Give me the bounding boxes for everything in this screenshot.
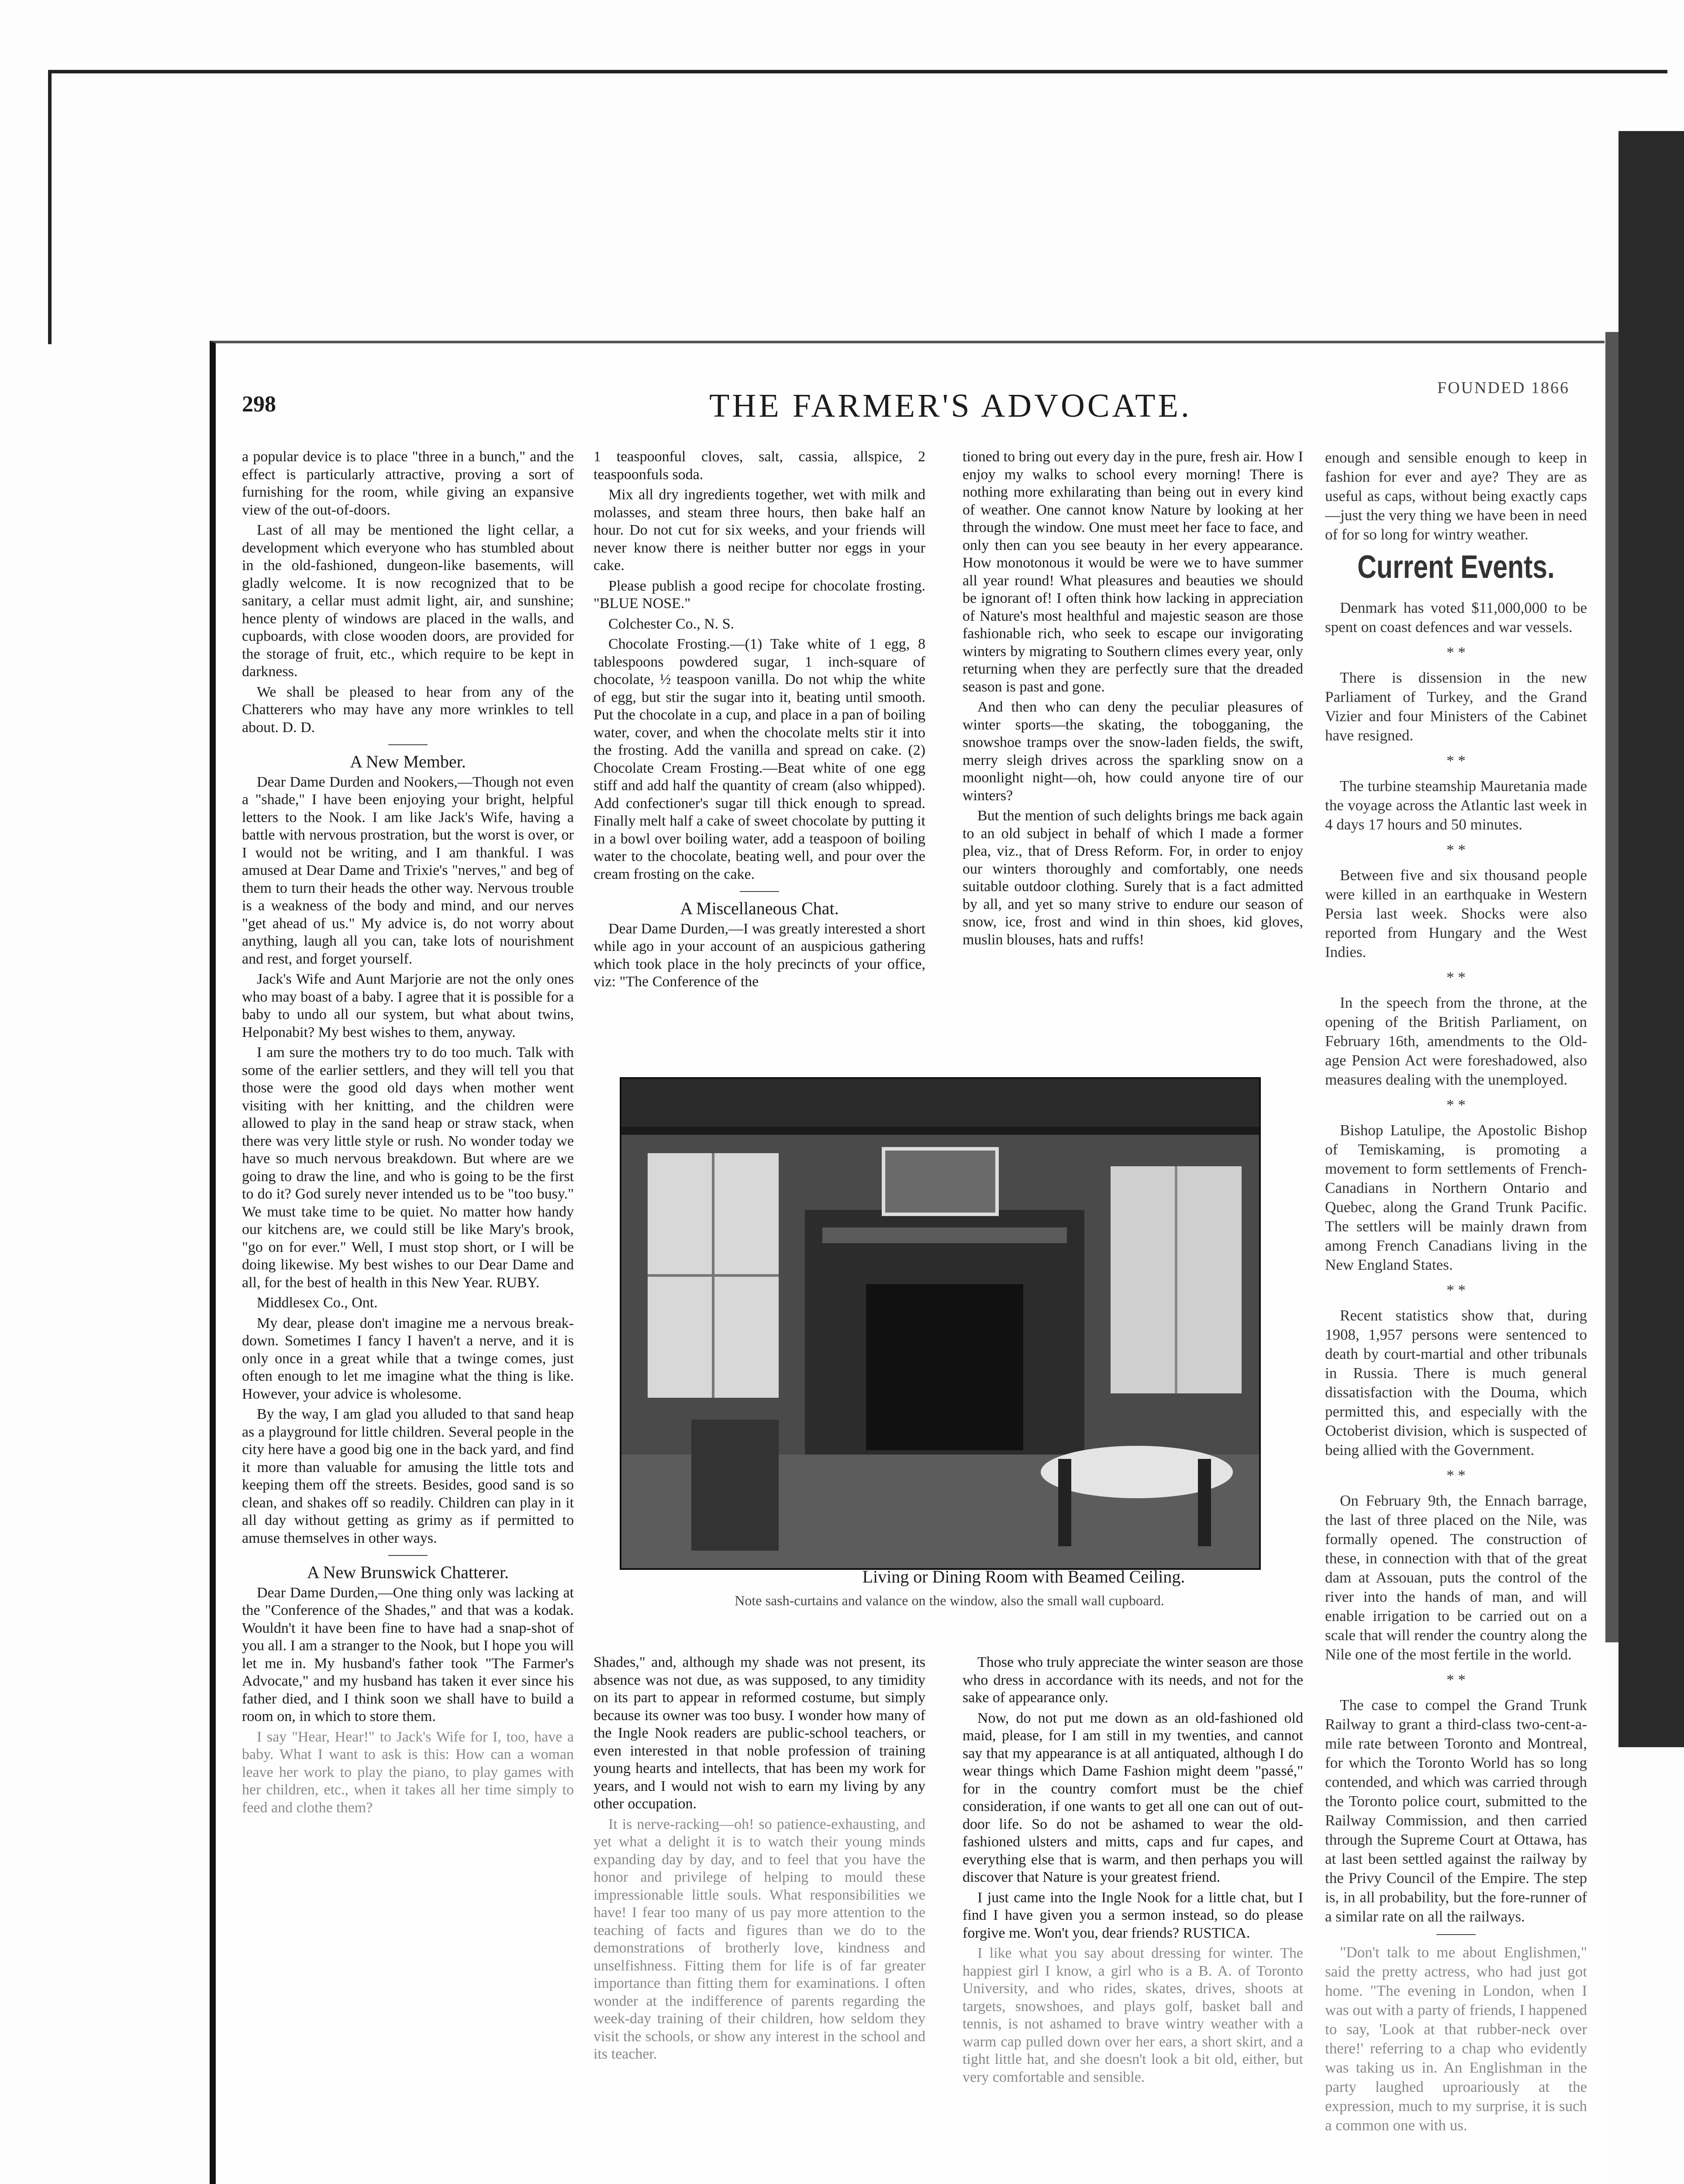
section-rule	[1436, 1934, 1476, 1935]
paragraph: Dear Dame Durden,—I was greatly interested a short while ago in your account of an auspicious gathering which took place in the holy precincts of your office, viz: "The Conference of the	[594, 920, 925, 990]
figure-note: Note sash-curtains and valance on the window, also the small wall cupboard.	[735, 1593, 1164, 1608]
section-rule	[740, 891, 779, 892]
paragraph: I like what you say about dressing for winter. The happiest girl I know, a girl who is a B. A. of Toronto University, and who rides, skates, drives, shoots at targets, snowshoes, and plays golf, basket ball and tennis, is not ashamed to brave wintry weather with a warm cap pulled down over her ears, a short skirt, and a tight little hat, and she doesn't look a bit old, either, but very comfortable and sensible.	[963, 1945, 1303, 2085]
separator-stars: * *	[1446, 1282, 1466, 1299]
room-illustration	[621, 1079, 1259, 1568]
figure-caption: Living or Dining Room with Beamed Ceiling.	[862, 1567, 1185, 1586]
paragraph: Mix all dry ingredients together, wet with milk and molasses, and steam three hours, then bake half an hour. Do not cut for six weeks, and your friends will never know there is neither butter nor eggs in your cake.	[594, 487, 925, 574]
page-header	[242, 379, 1596, 431]
news-item: Denmark has voted $11,000,000 to be spent on coast defences and war vessels.	[1325, 599, 1587, 636]
separator-stars: * *	[1446, 969, 1466, 986]
separator-stars: * *	[1446, 1096, 1466, 1113]
book-spine-shadow	[1618, 131, 1684, 1747]
masthead: THE FARMER'S ADVOCATE.	[709, 387, 1192, 424]
separator-stars: * *	[1446, 644, 1466, 661]
paragraph: Please publish a good recipe for chocolate frosting. "BLUE NOSE."	[594, 577, 925, 612]
column-1	[242, 448, 574, 1819]
place-line: Middlesex Co., Ont.	[257, 1295, 378, 1311]
column-3-lower	[963, 1654, 1303, 2089]
news-item: The case to compel the Grand Trunk Railway to grant a third-class two-cent-a-mile rate between Toronto and Montreal, for which the Toronto World has so long contended, and which was carried through the Toronto police court, submitted to the Railway Commission, and then carried through the Supreme Court at Ottawa, has at last been settled against the railway by the Privy Council of the Empire. The step is, in all probability, but the fore-runner of a similar rate on all the railways.	[1325, 1697, 1587, 1925]
heading-miscellaneous-chat: A Miscellaneous Chat.	[680, 898, 839, 918]
column-2-lower	[594, 1654, 925, 2066]
paragraph: Chocolate Frosting.—(1) Take white of 1 egg, 8 tablespoons powdered sugar, 1 inch-square of chocolate, ½ teaspoon vanilla. Do not whip the white of egg, but stir the sugar into it, beating until smooth. Put the chocolate in a cup, and place in a pan of boiling water, cover, and when the chocolate melts stir it into the frosting. Add the vanilla and spread on cake. (2) Chocolate Cream Frosting.—Beat white of one egg stiff and add half the quantity of cream (also whipped). Add confectioner's sugar till thick enough to spread. Finally melt half a cake of sweet chocolate by putting it in a bowl over boiling water, add a teaspoon of boiling water to the chocolate, beating well, and pour over the cream frosting on the cake.	[594, 636, 925, 882]
heading-new-member: A New Member.	[350, 752, 466, 771]
paragraph: Jack's Wife and Aunt Marjorie are not the only ones who may boast of a baby. I agree that it is possible for a baby to undo all our system, but what about twins, Helponabit? My best wishes to them, anyway.	[242, 971, 574, 1040]
newspaper-page	[210, 341, 1605, 2184]
column-4-current-events	[1325, 448, 1587, 2138]
paragraph: I say "Hear, Hear!" to Jack's Wife for I, too, have a baby. What I want to ask is this: How can a woman leave her work to play the piano, to play games with her children, etc., when it takes all her time simply to feed and clothe them?	[242, 1728, 574, 1816]
paragraph: Dear Dame Durden,—One thing only was lacking at the "Conference of the Shades," and that was a kodak. Wouldn't it have been fine to have had a snap-shot of you all. I am a stranger to the Nook, but I hope you will let me in. My husband's father took "The Farmer's Advocate," and my husband has taken it ever since his father died, and I think soon we shall have to build a room on, in which to store them.	[242, 1584, 574, 1724]
paragraph: enough and sensible enough to keep in fashion for ever and aye? They are as useful as caps, without being exactly caps—just the very thing we have been in need of for so long for wintry weather.	[1325, 449, 1587, 543]
paragraph: And then who can deny the peculiar pleasures of winter sports—the skating, the tobogganing, the snowshoe tramps over the snow-laden fields, the swift, merry sleigh drives across the sparkling snow on a moonlight night—oh, how could anyone tire of our winters?	[963, 699, 1303, 804]
paragraph: Last of all may be mentioned the light cellar, a development which everyone who has stumbled about in the old-fashioned, dungeon-like basements, will gladly welcome. It is now recognized that to be sanitary, a cellar must admit light, air, and sunshine; hence plenty of windows are placed in the walls, and cupboards, with close wooden doors, are provided for the storage of fruit, etc., which require to be kept in darkness.	[242, 522, 574, 680]
page-number: 298	[242, 392, 276, 417]
paragraph: Dear Dame Durden and Nookers,—Though not even a "shade," I have been enjoying your bright, helpful letters to the Nook. I am like Jack's Wife, having a battle with nervous prostration, but the worst is over, or I would not be writing, and I am thankful. I was amused at Dear Dame and Trixie's "nerves," and beg of them to turn their heads the other way. Nervous trouble is a weakness of the body and mind, and our nerves "get ahead of us." My advice is, do not worry about anything, laugh all you can, take lots of nourishment and rest, and forget yourself.	[242, 774, 574, 967]
heading-brunswick-chatterer: A New Brunswick Chatterer.	[307, 1562, 509, 1582]
paragraph: a popular device is to place "three in a bunch," and the effect is particularly attractive, proving a sort of furnishing for the room, while giving an expansive view of the out-of-doors.	[242, 449, 574, 518]
paragraph: 1 teaspoonful cloves, salt, cassia, allspice, 2 teaspoonfuls soda.	[594, 449, 925, 483]
news-item: In the speech from the throne, at the opening of the British Parliament, on February 16th, amendments to the Old-age Pension Act were foreshadowed, also measures dealing with the unemployed.	[1325, 994, 1587, 1088]
paragraph: My dear, please don't imagine me a nervous break-down. Sometimes I fancy I haven't a nerve, and it is only once in a great while that a twinge comes, just often enough to let me imagine what the thing is like. However, your advice is wholesome.	[242, 1315, 574, 1402]
news-item: "Don't talk to me about Englishmen," said the pretty actress, who had just got home. "The evening in London, when I was out with a party of friends, I happened to say, 'Look at that rubber-neck over there!' referring to a chap who evidently was taking us in. An Englishman in the party laughed uproariously at the expression, much to my surprise, it is such a common one with us.	[1325, 1944, 1587, 2134]
news-item: Between five and six thousand people were killed in an earthquake in Western Persia last week. Shocks were also reported from Hungary and the West Indies.	[1325, 867, 1587, 961]
paragraph: Those who truly appreciate the winter season are those who dress in accordance with its needs, and not for the sake of appearance only.	[963, 1654, 1303, 1706]
separator-stars: * *	[1446, 1467, 1466, 1484]
room-photograph	[620, 1077, 1261, 1570]
paragraph: Now, do not put me down as an old-fashioned old maid, please, for I am still in my twenties, and cannot say that my appearance is at all antiquated, although I do wear things which Dame Fashion might deem "passé," for in the country comfort must be the chief consideration, if one wants to get all one can out of out-door life. So do not be ashamed to wear the old-fashioned ulsters and mitts, caps and fur capes, and everything else that is warm, and then perhaps you will discover that Nature is your greatest friend.	[963, 1710, 1303, 1885]
page-stack-edge	[1605, 332, 1618, 1642]
news-item: There is dissension in the new Parliament of Turkey, and the Grand Vizier and four Ministers of the Cabinet have resigned.	[1325, 669, 1587, 744]
paragraph: I just came into the Ingle Nook for a little chat, but I find I have given you a sermon instead, so do please forgive me. Won't you, dear friends? RUSTICA.	[963, 1889, 1303, 1941]
paragraph: But the mention of such delights brings me back again to an old subject in behalf of which I made a former plea, viz., that of Dress Reform. For, in order to enjoy our winters thoroughly and comfortably, one needs suitable outdoor clothing. Surely that is a fact admitted by all, and yet so many strive to endure our season of snow, ice, frost and wind in thin shoes, kid gloves, muslin blouses, hats and ruffs!	[963, 808, 1303, 948]
separator-stars: * *	[1446, 841, 1466, 858]
paragraph: By the way, I am glad you alluded to that sand heap as a playground for little children. Several people in the city here have a good big one in the back yard, and find it more than valuable for amusing the little tots and keeping them off the streets. Besides, good sand is so clean, and shakes off so readily. Children can play in it all day without getting as grimy as if permitted to amuse themselves in other ways.	[242, 1406, 574, 1546]
paragraph: We shall be pleased to hear from any of the Chatterers who may have any more wrinkles to tell about. D. D.	[242, 684, 574, 736]
separator-stars: * *	[1446, 752, 1466, 769]
news-item: The turbine steamship Mauretania made the voyage across the Atlantic last week in 4 days 17 hours and 50 minutes.	[1325, 778, 1587, 833]
column-2	[594, 448, 925, 994]
founded-line: FOUNDED 1866	[1437, 379, 1570, 397]
paragraph: It is nerve-racking—oh! so patience-exhausting, and yet what a delight it is to watch their young minds expanding day by day, and to feel that you have the honor and privilege of helping to mould these impressionable little souls. What responsibilities we have! I fear too many of us pay more attention to the teaching of facts and figures than we do to the demonstrations of brotherly love, kindness and unselfishness. Fitting them for life is of far greater importance than fitting them for examinations. I often wonder at the indifference of parents regarding the week-day training of their children, how seldom they visit the schools, or show any interest in the school and its teacher.	[594, 1816, 925, 2062]
section-rule	[388, 744, 428, 745]
news-item: Recent statistics show that, during 1908, 1,957 persons were sentenced to death by court-martial and other tribunals in Russia. There is much general dissatisfaction with the Douma, which permitted this, and especially with the Octoberist division, which is suspected of being allied with the Government.	[1325, 1307, 1587, 1458]
column-3	[963, 448, 1303, 951]
book-binding-edge	[48, 70, 1667, 344]
place-line: Colchester Co., N. S.	[608, 615, 735, 632]
paragraph: Shades," and, although my shade was not present, its absence was not due, as was supposed, to any timidity on its part to appear in reformed costume, but simply because its owner was too busy. I wonder how many of the Ingle Nook readers are public-school teachers, or even interested in that noble profession of training young hearts and intellects, that has been my work for years, and I would not wish to earn my living by any other occupation.	[594, 1654, 925, 1812]
paragraph: I am sure the mothers try to do too much. Talk with some of the earlier settlers, and they will tell you that those were the good old days when mother went visiting with her knitting, and the children were allowed to play in the sand heap or straw stack, when there was very little style or rush. No wonder today we have so much nervous breakdown. But where are we going to draw the line, and who is going to be the first to do it? God surely never intended us to be "too busy." We must take time to be quiet. No matter how handy our kitchens are, we could still be like Mary's brook, "go on for ever." Well, I must stop short, or I will be doing likewise. My best wishes to our Dear Dame and all, for the best of health in this New Year. RUBY.	[242, 1044, 574, 1291]
separator-stars: * *	[1446, 1671, 1466, 1688]
section-rule	[388, 1555, 428, 1556]
current-events-title: Current Events.	[1357, 549, 1555, 585]
paragraph: tioned to bring out every day in the pure, fresh air. How I enjoy my walks to school every morning! There is nothing more exhilarating than being out in every kind of weather. One cannot know Nature by looking at her through the window. One must meet her face to face, and only then can you see beauty in her every appearance. How monotonous it would be were we to have summer all year round! What pleasures and beauties we should be ignorant of! I often think how lacking in appreciation of Nature's most healthful and majestic season are those fashionable rich, who seek to escape our invigorating winters by migrating to Southern climes every year, only returning when they are perfectly sure that the dreaded season is past and gone.	[963, 449, 1303, 695]
news-item: On February 9th, the Ennach barrage, the last of three placed on the Nile, was formally opened. The construction of these, in connection with that of the great dam at Assouan, puts the control of the river into the hands of man, and will enable irrigation to be carried out on a scale that will render the country along the Nile one of the most fertile in the world.	[1325, 1492, 1587, 1663]
news-item: Bishop Latulipe, the Apostolic Bishop of Temiskaming, is promoting a movement to form settlements of French-Canadians in Northern Ontario and Quebec, along the Grand Trunk Pacific. The settlers will be mainly drawn from among French Canadians living in the New England States.	[1325, 1122, 1587, 1273]
